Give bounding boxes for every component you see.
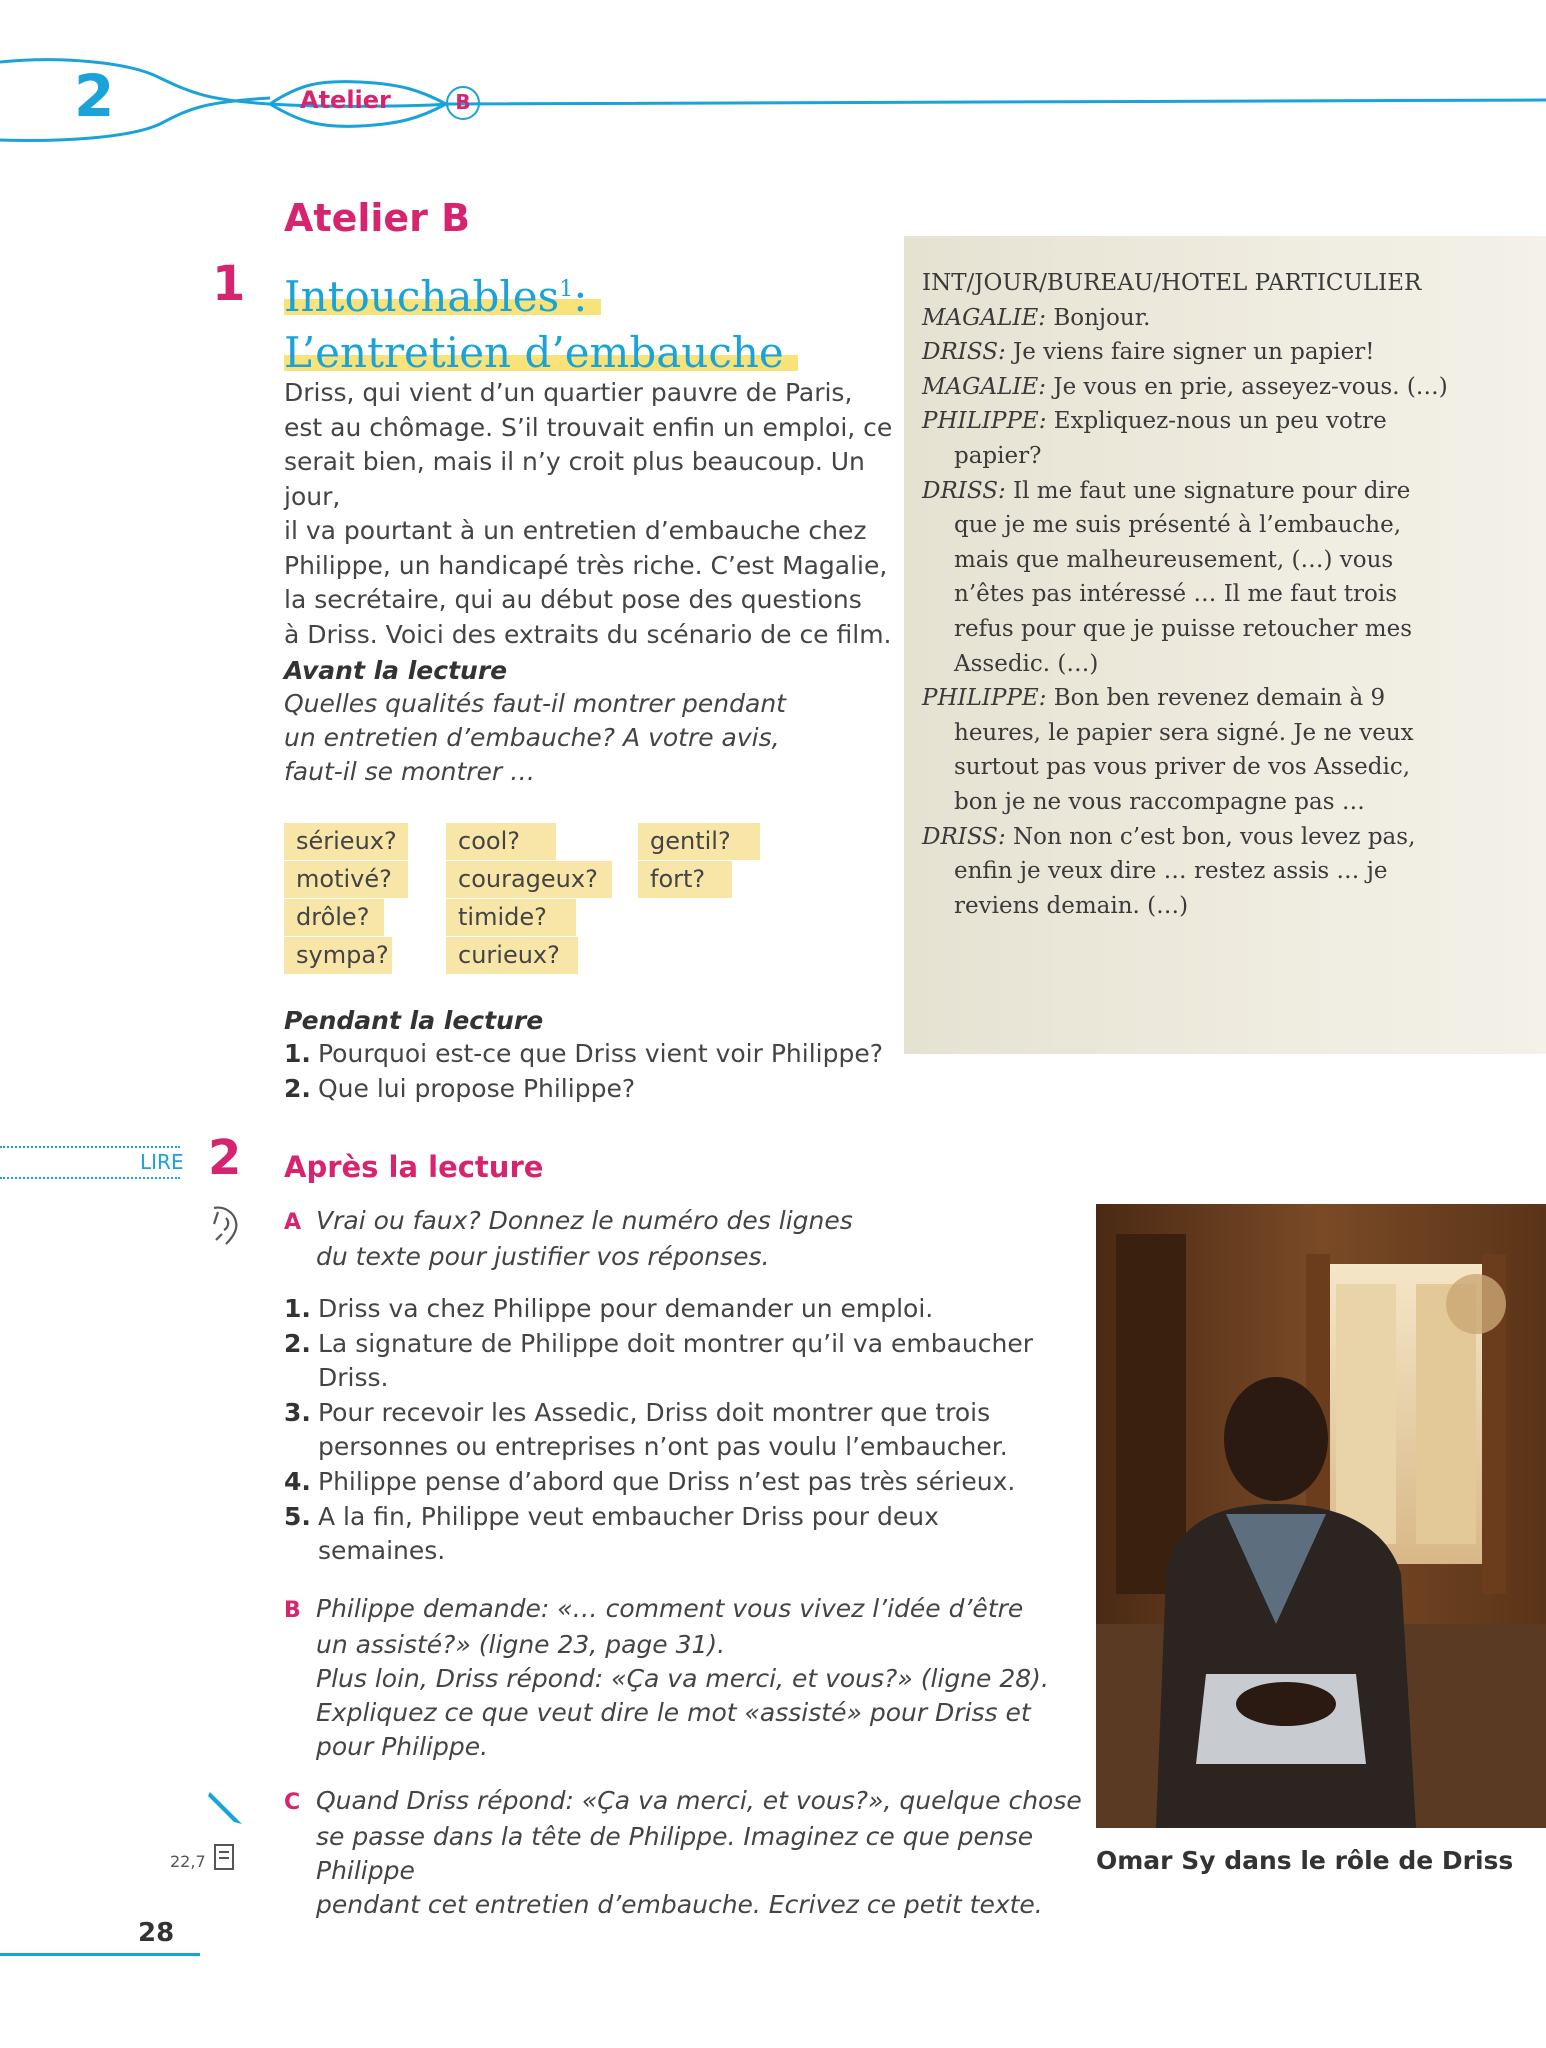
- speaker-name: MAGALIE:: [922, 304, 1047, 331]
- avant-label: Avant la lecture: [284, 656, 508, 685]
- lire-divider: [0, 1177, 180, 1179]
- speaker-name: DRISS:: [922, 823, 1006, 850]
- script-line: n’êtes pas intéressé … Il me faut trois: [954, 581, 1398, 608]
- task-b: B Philippe demande: «… comment vous vivez l’idée d’être un assisté?» (ligne 23, page 31). Plus loin, Driss répond: «Ça va merci, et vous?» (ligne 28). Expliquez ce que veut dire le mot «assisté» pour Driss et pour Philippe.: [284, 1594, 1049, 1761]
- list-item: 3. Pour recevoir les Assedic, Driss doit montrer que trois personnes ou entreprises n’ont pas voulu l’embaucher.: [284, 1397, 1008, 1462]
- script-line: enfin je veux dire … restez assis … je: [954, 858, 1388, 885]
- script-line: DRISS: Il me faut une signature pour dire: [922, 477, 1411, 504]
- script-line: INT/JOUR/BUREAU/HOTEL PARTICULIER: [922, 270, 1422, 296]
- chapter-number: 2: [74, 62, 115, 130]
- script-line: MAGALIE: Bonjour.: [922, 304, 1151, 331]
- script-line: reviens demain. (…): [954, 892, 1189, 919]
- script-line: PHILIPPE: Bon ben revenez demain à 9: [922, 685, 1386, 712]
- lire-label: LIRE: [140, 1150, 184, 1174]
- header-ribbon: [0, 0, 1546, 150]
- speaker-name: DRISS:: [922, 477, 1006, 504]
- page-number: 28: [138, 1918, 175, 1948]
- script-line: bon je ne vous raccompagne pas …: [954, 788, 1365, 815]
- task-c-letter: C: [284, 1790, 301, 1815]
- title-line2: L’entretien d’embauche: [284, 328, 798, 377]
- script-line: mais que malheureusement, (…) vous: [954, 546, 1394, 573]
- word-chip: curieux?: [446, 937, 578, 974]
- script-line: refus pour que je puisse retoucher mes: [954, 615, 1413, 642]
- activity2-title: Après la lecture: [284, 1150, 544, 1184]
- title-line1: Intouchables$^1$:: [284, 272, 601, 321]
- word-chip: sérieux?: [284, 823, 408, 860]
- film-still-photo: [1096, 1204, 1546, 1828]
- word-chip: motivé?: [284, 861, 408, 898]
- word-chip: courageux?: [446, 861, 612, 898]
- list-item: 5. A la fin, Philippe veut embaucher Driss pour deux semaines.: [284, 1501, 939, 1566]
- avant-question: Quelles qualités faut-il montrer pendant un entretien d’embauche? A votre avis, faut-il se montrer …: [284, 689, 786, 786]
- activity2-number: 2: [208, 1130, 242, 1186]
- task-a-list: [284, 1292, 1044, 1569]
- task-a-instruction: A Vrai ou faux? Donnez le numéro des lignes du texte pour justifier vos réponses.: [284, 1206, 853, 1271]
- speaker-name: PHILIPPE:: [922, 408, 1047, 435]
- list-item: 4. Philippe pense d’abord que Driss n’est pas très sérieux.: [284, 1466, 1016, 1496]
- word-chip: drôle?: [284, 899, 384, 936]
- activity1-title: [284, 262, 798, 381]
- speaker-name: PHILIPPE:: [922, 685, 1047, 712]
- pencil-icon: [206, 1788, 246, 1828]
- word-chip: timide?: [446, 899, 576, 936]
- title-footnote: 1: [559, 277, 574, 302]
- workbook-icon: [212, 1842, 236, 1872]
- activity1-number: 1: [212, 256, 246, 312]
- list-item: 1. Pourquoi est-ce que Driss vient voir Philippe?: [284, 1039, 884, 1068]
- page-number-rule: [0, 1953, 200, 1956]
- word-chip: gentil?: [638, 823, 760, 860]
- word-chip: fort?: [638, 861, 732, 898]
- script-line: PHILIPPE: Expliquez-nous un peu votre: [922, 408, 1387, 435]
- script-line: surtout pas vous priver de vos Assedic,: [954, 754, 1411, 781]
- photo-caption: Omar Sy dans le rôle de Driss: [1096, 1846, 1514, 1875]
- script-line: que je me suis présenté à l’embauche,: [954, 512, 1402, 539]
- script-line: MAGALIE: Je vous en prie, asseyez-vous. (…): [922, 373, 1448, 400]
- lire-divider: [0, 1146, 180, 1148]
- script-line: DRISS: Je viens faire signer un papier!: [922, 339, 1375, 366]
- word-chip: sympa?: [284, 937, 392, 974]
- section-title: Atelier B: [284, 196, 471, 240]
- exercise-reference: 22,7: [170, 1852, 206, 1871]
- atelier-tab-letter: B: [446, 86, 480, 120]
- speaker-name: DRISS:: [922, 339, 1006, 366]
- task-a-letter: A: [284, 1210, 302, 1235]
- list-item: 2. Que lui propose Philippe?: [284, 1073, 636, 1103]
- script-text: [922, 266, 1532, 923]
- atelier-tab-label: Atelier: [300, 86, 391, 114]
- word-chip: cool?: [446, 823, 556, 860]
- speaker-name: MAGALIE:: [922, 373, 1047, 400]
- intro-paragraph: Driss, qui vient d’un quartier pauvre de Paris, est au chômage. S’il trouvait enfin un emploi, ce serait bien, mais il n’y croit plus beaucoup. Un jour, il va pourtant à un entretien d’embauche chez Philippe, un handicapé très riche. C’est Magalie, la secrétaire, qui au début pose des questions à Driss. Voici des extraits du scénario de ce film.: [284, 378, 893, 649]
- list-item: 1. Driss va chez Philippe pour demander un emploi.: [284, 1294, 934, 1323]
- dolphin-icon: [208, 1204, 242, 1248]
- avant-block: [284, 656, 786, 789]
- script-line: heures, le papier sera signé. Je ne veux: [954, 719, 1414, 746]
- script-line: DRISS: Non non c’est bon, vous levez pas,: [922, 823, 1416, 850]
- task-b-letter: B: [284, 1598, 301, 1623]
- task-c: C Quand Driss répond: «Ça va merci, et vous?», quelque chose se passe dans la tête de Philippe. Imaginez ce que pense Philippe pendant cet entretien d’embauche. Ecrivez ce petit texte.: [284, 1786, 1082, 1919]
- list-item: 2. La signature de Philippe doit montrer qu’il va embaucher Driss.: [284, 1328, 1033, 1393]
- script-line: papier?: [954, 442, 1042, 469]
- pendant-label: Pendant la lecture: [284, 1006, 544, 1035]
- script-line: Assedic. (…): [954, 650, 1099, 677]
- pendant-block: [284, 1006, 883, 1106]
